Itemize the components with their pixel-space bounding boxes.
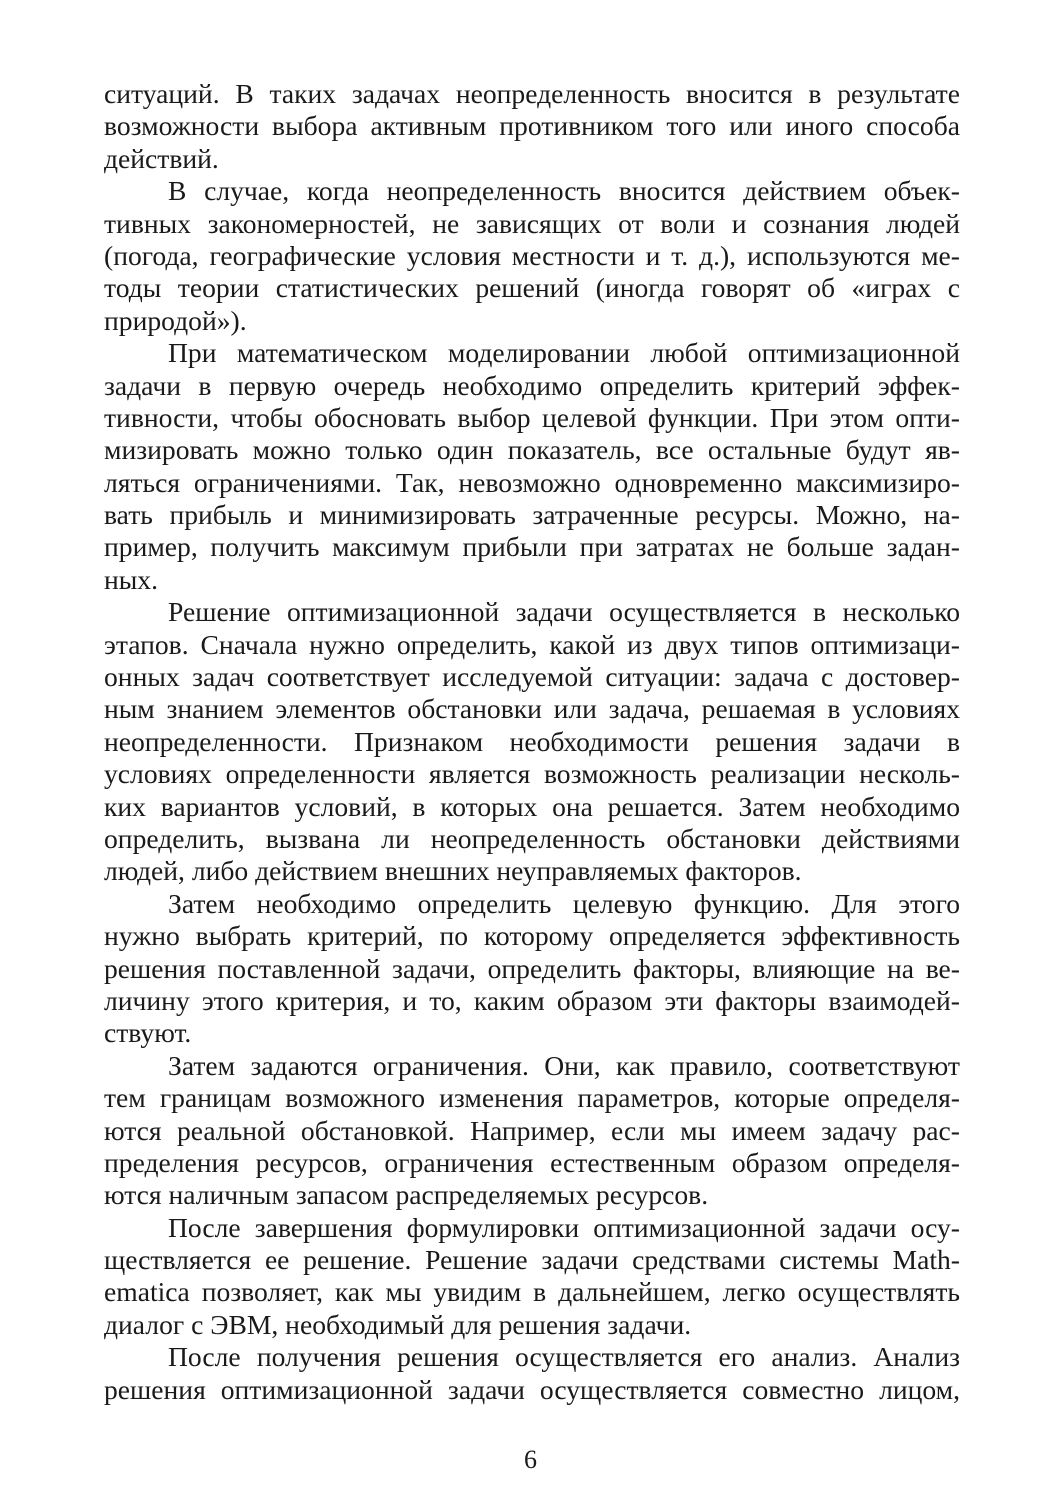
text-line: условиях определенности является возможность реализации несколь- xyxy=(104,758,960,790)
text-line: тивных закономерностей, не зависящих от воли и сознания людей xyxy=(104,207,960,239)
text-line: личину этого критерия, и то, каким образом эти факторы взаимодей- xyxy=(104,984,960,1016)
paragraph xyxy=(104,175,960,337)
text-line: ных. xyxy=(104,563,159,595)
paragraph xyxy=(104,1212,960,1342)
document-page xyxy=(104,78,960,1406)
text-line: тоды теории статистических решений (иногда говорят об «играх с xyxy=(104,272,960,304)
text-line: диалог с ЭВМ, необходимый для решения задачи. xyxy=(104,1308,692,1340)
text-line: При математическом моделировании любой оптимизационной xyxy=(168,337,960,369)
text-line: Затем необходимо определить целевую функцию. Для этого xyxy=(168,887,960,919)
page-number: 6 xyxy=(524,1445,537,1474)
text-line: После завершения формулировки оптимизационной задачи осу- xyxy=(168,1211,960,1243)
text-line: ются реальной обстановкой. Например, если мы имеем задачу рас- xyxy=(104,1114,960,1146)
paragraph xyxy=(104,1341,960,1406)
text-line: пример, получить максимум прибыли при затратах не больше задан- xyxy=(104,531,960,563)
text-line: людей, либо действием внешних неуправляемых факторов. xyxy=(104,855,802,887)
text-line: После получения решения осуществляется его анализ. Анализ xyxy=(168,1341,960,1373)
text-line: ным знанием элементов обстановки или задача, решаемая в условиях xyxy=(104,693,960,725)
text-line: действий. xyxy=(104,142,219,174)
text-line: нужно выбрать критерий, по которому определяется эффективность xyxy=(104,920,960,952)
paragraph xyxy=(104,596,960,888)
text-line: неопределенности. Признаком необходимости решения задачи в xyxy=(104,725,960,757)
text-line: решения оптимизационной задачи осуществляется совместно лицом, xyxy=(104,1373,960,1405)
text-line: вать прибыль и минимизировать затраченные ресурсы. Можно, на- xyxy=(104,499,960,531)
paragraph xyxy=(104,337,960,596)
text-line: природой»). xyxy=(104,304,247,336)
body-text xyxy=(104,78,960,1406)
text-line: задачи в первую очередь необходимо определить критерий эффек- xyxy=(104,369,960,401)
text-line: Затем задаются ограничения. Они, как правило, соответствуют xyxy=(168,1049,960,1081)
text-line: (погода, географические условия местности и т. д.), используются ме- xyxy=(104,239,960,271)
text-line: ществляется ее решение. Решение задачи средствами системы Math- xyxy=(104,1244,960,1276)
text-line: В случае, когда неопределенность вносится действием объек- xyxy=(168,175,960,207)
paragraph xyxy=(104,78,960,175)
text-line: ляться ограничениями. Так, невозможно одновременно максимизиро- xyxy=(104,466,960,498)
text-line: пределения ресурсов, ограничения естественным образом определя- xyxy=(104,1146,960,1178)
text-line: тем границам возможного изменения параметров, которые определя- xyxy=(104,1082,960,1114)
text-line: ematica позволяет, как мы увидим в дальнейшем, легко осуществлять xyxy=(104,1276,960,1308)
text-line: ются наличным запасом распределяемых ресурсов. xyxy=(104,1179,709,1211)
text-line: Решение оптимизационной задачи осуществляется в несколько xyxy=(168,596,960,628)
text-line: определить, вызвана ли неопределенность обстановки действиями xyxy=(104,822,960,854)
text-line: онных задач соответствует исследуемой ситуации: задача с достовер- xyxy=(104,661,960,693)
paragraph xyxy=(104,1050,960,1212)
text-line: мизировать можно только один показатель, все остальные будут яв- xyxy=(104,434,960,466)
text-line: ситуаций. В таких задачах неопределенность вносится в результате xyxy=(104,78,960,109)
text-line: ствуют. xyxy=(104,1017,192,1049)
paragraph xyxy=(104,888,960,1050)
text-line: решения поставленной задачи, определить факторы, влияющие на ве- xyxy=(104,952,960,984)
text-line: возможности выбора активным противником того или иного способа xyxy=(104,110,960,142)
text-line: ких вариантов условий, в которых она решается. Затем необходимо xyxy=(104,790,960,822)
text-line: этапов. Сначала нужно определить, какой из двух типов оптимизаци- xyxy=(104,628,960,660)
text-line: тивности, чтобы обосновать выбор целевой функции. При этом опти- xyxy=(104,401,960,433)
